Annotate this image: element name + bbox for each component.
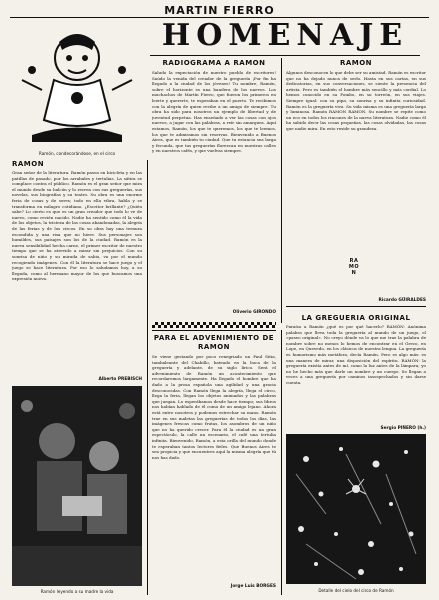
gregueria-heading: LA GREGUERIA ORIGINAL (301, 314, 411, 322)
ramon-reading-caption: Ramón leyendo a su madre la vida (40, 589, 114, 594)
circus-sky-photo (286, 434, 426, 584)
radiograma-signature: Oliverio GIRONDO (232, 310, 276, 315)
adv-top-rule (152, 330, 276, 331)
ramon-heading: RAMON (12, 160, 45, 168)
ramon-signature: Alberto PREBISCH (98, 377, 142, 382)
advenimiento-signature: Jorge Luis BORGES (230, 584, 276, 589)
caricature-caption: Ramón, condecorándose, en el circo (38, 151, 116, 156)
column-divider (281, 58, 282, 323)
ramon-vertical-text: RAMON (348, 258, 360, 276)
right-column-divider (281, 330, 282, 595)
advenimiento-body: Se viene gestando por poco renegriado un Paul Sitia, tambaleante del Chabillo, bateado en la boca de la greguería y adelante, de su siglo lírico. Será el advenimiento de Ramón un acontecimiento que recordaremos largamente. Ha llegado el hombre que ha dado a la prosa española una agilidad y una gracia desconocidas. Con Ramón llega la alegría, llega el circo, llega la feria, llegan los objetos animados y las palabras que juegan. Lo esperábamos desde hace tiempo; sus libros nos habían hablado de él como de un amigo lejano. Ahora está entre nosotros y podemos estrechar su mano. Ramón trae en sus maletas las greguerías de todos los días, las imágenes frescas como frutas, los asombros de un niño que no ha querido crecer. Para él la ciudad es un gran espectáculo, la calle un escenario, el café una tertulia infinita. Bienvenido, Ramón, a esta orilla del mundo donde te esperaban tantos lectores fieles. Que Buenos Aires te sea propicia y que encuentres aquí la misma alegría que tú nos has dado. (152, 354, 276, 460)
left-column-divider (147, 160, 148, 595)
ramon-col3-signature: Ricardo GÜIRALDES (378, 298, 426, 303)
advenimiento-heading-line2: RAMON (197, 343, 231, 351)
gregueria-signature: Sergio PIÑERO (h.) (380, 426, 426, 431)
ramon-reading-photo (12, 386, 142, 586)
homenaje-rule (150, 55, 420, 56)
col3-rule (286, 306, 426, 307)
checker-ornament (152, 322, 276, 328)
ramon-body: Gran señor de la literatura. Ramón pasea en bicicleta y en las patillas de pasado, por los arrabales y tertulias. La sátira se complace contra el público. Ramón es el gran señor que mira el mundo desde su balcón y lo recrea con sus greguerías, sus novelas, sus biografías y su teatro. Su obra es una enorme feria de cosas y de seres; todo en ella vibra, habla y se transforma en milagro cotidiano. ¿Escritor brillante? ¿Quién sabe? Lo cierto es que es un gran creador que todo lo ve de nuevo, como recién nacido. Nadie ha sentido como él la vida de los objetos, la tristeza de las cosas abandonadas, la alegría de las ferias y de los circos. En su obra hay una ternura escondida y una risa que no hiere. Sus personajes son humildes, sus paisajes son los de la ciudad. Ramón es la nueva sensibilidad hecha carne, el primer escritor de nuestro tiempo que se ha atrevido a mirar sin prejuicios. Con su sonrisa de niño y su mirada de sabio, va por el mundo recogiendo imágenes. Con él la literatura se hace juego y el juego se hace literatura. Por eso lo saludamos hoy, a su llegada, como al hermano mayor de los que buscamos una expresión nueva. (12, 170, 142, 282)
masthead-title: MARTIN FIERRO (164, 4, 275, 17)
ramon-col3-heading: RAMON (339, 59, 373, 67)
caricature-image (12, 20, 142, 150)
homenaje-title: HOMENAJE (161, 18, 409, 53)
radiograma-body: Saludo la expectación de nuestro pueblo de escritores! Saúdo la venida del creador de la greguería ¡Por fin ha llegado a la ciudad de los jóvenes! Tu nombre, Ramón, sobre el horizonte es una bandera de los nuevos. Los muchachos de Martín Fierro, que fueron los primeros en leerte y quererte, te esperaban en el puerto. Te recibimos con la alegría de quien recibe a un amigo de siempre. Tu obra ha sido para nosotros un ejemplo de libertad y de juventud perpetua. Has enseñado a ver las cosas con ojos nuevos, a jugar con las palabras, a reír sin amargura. Aquí estamos, Ramón, los que te queremos, los que te leemos, los que te admiramos sin reservas. Bienvenido a Buenos Aires, que es también tu ciudad. Que tu estancia sea larga y fecunda, que tus greguerías florezcan en nuestras calles y en nuestros cafés, y que vuelvas siempre. (152, 70, 276, 154)
radiograma-heading: RADIOGRAMA A RAMON (162, 59, 266, 67)
ramon-col3-body: Algunos desconocen lo que debe ser su amistad. Ramón es escritor que no ha dejado nunca de serlo. Hasta en sus cartas, en sus dedicatorias, en sus conversaciones, se siente la presencia del artista. Pero es también el hombre más sencillo y más cordial. Lo hemos conocido en su Pombo, en su torreón, en sus viajes. Siempre igual: con su pipa, su sonrisa y su infinita curiosidad. Ramón es la greguería viva. Su vida misma es una greguería larga y luminosa. Ramón RAMON RAMON. Su nombre se repite como un eco en todos los rincones de la nueva literatura. Nadie como él ha sabido decir las cosas pequeñas, las cosas olvidadas, las cosas que nadie mira. En esto reside su grandeza. (286, 70, 426, 131)
circus-sky-caption: Detalle del cielo del circo de Ramón (318, 588, 394, 593)
advenimiento-heading-line1: PARA EL ADVENIMIENTO DE (153, 334, 275, 342)
gregueria-body: Paraíso a Ramón ¿qué es por qué hacerlo? RAMÓN: Anónima palabra que lleva toda la greguería al mundo de un juego, el «paseo original». No creyo dónde va lo que me trae la palabra de nombre sobre no menos lo hemos de encontrar en el Greco, en Lope, en Quevedo, en los clásicos de nuestra lengua. La greguería es humorismo más metáfora, decía Ramón. Pero es algo más: es una manera de mirar, una disposición del espíritu. RAMÓN: la greguería existía antes de mí, como la luz antes de la lámpara; yo no he hecho más que darle un nombre y un cuerpo. Se llegan a veces a una greguería por caminos insospechados y sin darse cuenta. (286, 324, 426, 385)
